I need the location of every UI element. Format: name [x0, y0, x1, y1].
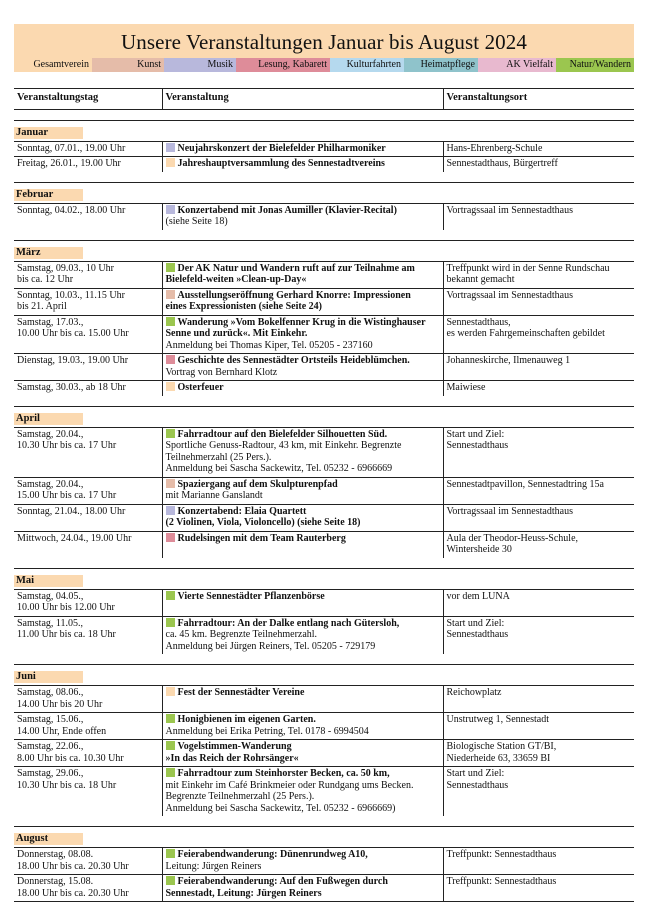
event-location-line: Sennestadthaus: [446, 440, 509, 451]
event-text: Fahrradtour auf den Bielefelder Silhouetten Süd.: [177, 428, 388, 440]
event-location-line: Wintersheide 30: [446, 544, 512, 555]
event-text: Vogelstimmen-Wanderung: [177, 741, 292, 752]
table-row: [14, 713, 634, 740]
event-location-line: vor dem LUNA: [446, 590, 510, 602]
event-text: mit Einkehr im Café Brinkmeier oder Rundgang ums Becken.: [165, 779, 414, 791]
event-day-cell: [14, 315, 162, 354]
column-header-day: Veranstaltungstag: [14, 89, 162, 110]
event-location-cell: [443, 381, 634, 396]
table-row: [14, 315, 634, 354]
event-location-line: Biologische Station GT/BI,: [446, 741, 557, 752]
event-text-line: [166, 753, 440, 765]
event-day-line: 10.30 Uhr bis ca. 17 Uhr: [17, 440, 117, 451]
event-text: Fahrradtour: An der Dalke entlang nach Gütersloh,: [177, 617, 400, 629]
event-location-cell: [443, 686, 634, 713]
month-label: Mai: [14, 575, 83, 587]
event-day-cell: [14, 261, 162, 288]
event-day-line: Freitag, 26.01., 19.00 Uhr: [17, 158, 121, 169]
event-location-cell: [443, 713, 634, 740]
category-legend: [14, 58, 634, 72]
month-cell: [14, 182, 634, 203]
category-swatch: [166, 506, 175, 515]
table-row: [14, 740, 634, 767]
event-day-line: 18.00 Uhr bis ca. 20.30 Uhr: [17, 860, 129, 872]
category-swatch: [166, 382, 175, 391]
event-text: Honigbienen im eigenen Garten.: [177, 714, 316, 725]
event-location-line: Vortragssaal im Sennestadthaus: [446, 289, 573, 301]
spacer-cell: [14, 816, 634, 827]
event-location-line: Johanneskirche, Ilmenauweg 1: [446, 355, 571, 366]
event-text-line: [166, 490, 440, 502]
table-row: [14, 767, 634, 817]
category-swatch: [166, 876, 175, 885]
event-location-cell: [443, 157, 634, 172]
event-day-line: Samstag, 30.03., ab 18 Uhr: [17, 382, 126, 393]
table-row: [14, 477, 634, 504]
spacer-cell: [14, 230, 634, 241]
event-location-cell: [443, 589, 634, 616]
event-text: Begrenzte Teilnehmerzahl (25 Pers.).: [165, 791, 315, 802]
event-day-line: Samstag, 15.06.,: [17, 714, 84, 725]
column-header-event: Veranstaltung: [162, 89, 443, 110]
event-day-line: Dienstag, 19.03., 19.00 Uhr: [17, 355, 129, 366]
event-day-line: Sonntag, 21.04., 18.00 Uhr: [17, 505, 126, 517]
event-location-cell: [443, 848, 634, 875]
event-cell: [162, 686, 443, 713]
category-swatch: [166, 479, 175, 488]
event-text-line: [166, 479, 440, 491]
event-text-line: [166, 158, 440, 170]
category-swatch: [166, 355, 175, 364]
event-day-cell: [14, 288, 162, 315]
event-day-line: Samstag, 09.03., 10 Uhr: [17, 262, 114, 274]
event-text: Senne und zurück«. Mit Einkehr.: [165, 328, 308, 339]
month-cell: [14, 568, 634, 589]
event-day-cell: [14, 531, 162, 558]
event-text: Fahrradtour zum Steinhorster Becken, ca. 50 km,: [177, 768, 390, 779]
event-day-line: Sonntag, 10.03., 11.15 Uhr: [17, 289, 125, 301]
event-cell: [162, 875, 443, 902]
event-location-line: Start und Ziel:: [446, 768, 505, 779]
event-day-line: Sonntag, 04.02., 18.00 Uhr: [17, 204, 126, 216]
event-day-cell: [14, 141, 162, 157]
event-cell: [162, 713, 443, 740]
event-text-line: [166, 340, 440, 352]
event-day-cell: [14, 767, 162, 817]
event-cell: [162, 767, 443, 817]
month-row: [14, 406, 634, 427]
event-text: Sportliche Genuss-Radtour, 43 km, mit Einkehr. Begrenzte: [165, 440, 402, 451]
event-day-cell: [14, 848, 162, 875]
event-text-line: [166, 440, 440, 452]
event-location-cell: [443, 531, 634, 558]
event-text-line: [166, 888, 440, 900]
event-day-line: 14.00 Uhr bis 20 Uhr: [17, 698, 103, 710]
event-text: mit Marianne Ganslandt: [165, 490, 263, 501]
event-cell: [162, 616, 443, 654]
event-text: Wanderung »Vom Bokelfenner Krug in die Wistinghauser: [177, 316, 426, 328]
event-text: Feierabendwanderung: Dünenrundweg A10,: [177, 849, 368, 860]
event-location-line: Treffpunkt wird in der Senne Rundschau: [446, 262, 610, 274]
event-day-line: 11.00 Uhr bis ca. 18 Uhr: [17, 629, 116, 640]
table-row: [14, 203, 634, 230]
event-cell: [162, 261, 443, 288]
event-day-line: Samstag, 20.04.,: [17, 478, 84, 490]
event-day-line: Samstag, 22.06.,: [17, 741, 84, 752]
month-label: März: [14, 247, 83, 259]
event-location-line: Treffpunkt: Sennestadthaus: [446, 849, 557, 860]
event-location-cell: [443, 504, 634, 531]
category-swatch: [166, 687, 175, 696]
event-location-line: Hans-Ehrenberg-Schule: [446, 142, 543, 154]
page-title: Unsere Veranstaltungen Januar bis August 2024: [121, 30, 527, 54]
event-text: eines Expressionisten (siehe Seite 24): [165, 301, 322, 312]
event-text: Teilnehmerzahl (25 Pers.).: [165, 451, 272, 463]
event-text: (siehe Seite 18): [165, 216, 228, 227]
event-location-cell: [443, 354, 634, 381]
event-text-line: [166, 290, 440, 302]
event-location-line: Unstrutweg 1, Sennestadt: [446, 714, 549, 725]
category-swatch: [166, 317, 175, 326]
event-location-line: Sennestadthaus: [446, 779, 509, 791]
event-day-line: Mittwoch, 24.04., 19.00 Uhr: [17, 532, 132, 544]
event-cell: [162, 848, 443, 875]
events-table: [14, 88, 634, 902]
event-location-line: Start und Ziel:: [446, 617, 505, 629]
event-cell: [162, 477, 443, 504]
month-label: August: [14, 833, 83, 845]
event-location-line: es werden Fahrgemeinschaften gebildet: [446, 328, 605, 339]
event-day-line: 8.00 Uhr bis ca. 10.30 Uhr: [17, 752, 124, 764]
event-location-line: Sennestadtpavillon, Sennestadtring 15a: [446, 478, 604, 490]
event-text-line: [166, 205, 440, 217]
table-row: [14, 875, 634, 902]
header-banner: [14, 24, 634, 72]
event-day-line: Donnerstag, 08.08.: [17, 849, 94, 860]
event-text-line: [166, 876, 440, 888]
event-cell: [162, 354, 443, 381]
event-cell: [162, 589, 443, 616]
event-text: (2 Violinen, Viola, Violoncello) (siehe Seite 18): [165, 517, 361, 528]
event-location-line: Maiwiese: [446, 382, 486, 393]
event-text-line: [166, 382, 440, 394]
month-spacer: [14, 230, 634, 241]
month-row: [14, 240, 634, 261]
event-location-cell: [443, 203, 634, 230]
month-cell: [14, 827, 634, 848]
month-spacer: [14, 396, 634, 407]
event-day-cell: [14, 504, 162, 531]
month-row: [14, 665, 634, 686]
event-day-line: 15.00 Uhr bis ca. 17 Uhr: [17, 490, 117, 501]
event-text-line: [166, 861, 440, 873]
month-spacer: [14, 109, 634, 120]
event-day-cell: [14, 477, 162, 504]
event-text: Anmeldung bei Jürgen Reiners, Tel. 05205 - 729179: [165, 640, 376, 652]
table-row: [14, 589, 634, 616]
legend-item-gesamtverein: Gesamtverein: [14, 58, 92, 72]
event-text-line: [166, 517, 440, 529]
month-label: Juni: [14, 671, 83, 683]
event-location-line: Start und Ziel:: [446, 428, 505, 440]
event-day-line: Samstag, 17.03.,: [17, 316, 84, 328]
month-spacer: [14, 654, 634, 665]
event-text-line: [166, 367, 440, 379]
event-location-cell: [443, 740, 634, 767]
table-row: [14, 288, 634, 315]
event-location-line: Treffpunkt: Sennestadthaus: [446, 876, 557, 887]
event-day-cell: [14, 589, 162, 616]
event-day-cell: [14, 713, 162, 740]
event-text-line: [166, 263, 440, 275]
event-text-line: [166, 274, 440, 286]
category-swatch: [166, 143, 175, 152]
event-location-cell: [443, 315, 634, 354]
month-cell: [14, 406, 634, 427]
events-body: [14, 109, 634, 902]
spacer-cell: [14, 109, 634, 120]
event-text: ca. 45 km. Begrenzte Teilnehmerzahl.: [165, 629, 318, 640]
event-text-line: [166, 629, 440, 641]
event-text: Anmeldung bei Thomas Kiper, Tel. 05205 - 237160: [165, 339, 373, 351]
legend-item-kulturfahrten: Kulturfahrten: [330, 58, 404, 72]
event-day-line: bis ca. 12 Uhr: [17, 274, 74, 285]
category-swatch: [166, 741, 175, 750]
event-text-line: [166, 328, 440, 340]
event-text-line: [166, 143, 440, 155]
event-text: Bielefeld-weiten »Clean-up-Day«: [165, 274, 307, 285]
table-row: [14, 616, 634, 654]
event-day-cell: [14, 203, 162, 230]
event-text-line: [166, 355, 440, 367]
month-row: [14, 182, 634, 203]
event-day-line: bis 21. April: [17, 301, 67, 312]
event-day-cell: [14, 616, 162, 654]
event-location-cell: [443, 427, 634, 477]
event-cell: [162, 157, 443, 172]
table-row: [14, 531, 634, 558]
category-swatch: [166, 591, 175, 600]
event-text: »In das Reich der Rohrsänger«: [165, 752, 299, 764]
event-day-line: 10.00 Uhr bis 12.00 Uhr: [17, 602, 115, 613]
event-location-cell: [443, 477, 634, 504]
event-day-cell: [14, 157, 162, 172]
event-text: Konzertabend mit Jonas Aumiller (Klavier-Recital): [177, 204, 397, 216]
event-text-line: [166, 803, 440, 815]
event-day-line: 18.00 Uhr bis ca. 20.30 Uhr: [17, 887, 129, 899]
event-text: Ausstellungseröffnung Gerhard Knorre: Impressionen: [177, 289, 411, 301]
event-text-line: [166, 687, 440, 699]
event-location-line: bekannt gemacht: [446, 274, 515, 285]
event-text: Fest der Sennestädter Vereine: [177, 687, 305, 698]
table-row: [14, 141, 634, 157]
event-cell: [162, 315, 443, 354]
event-text-line: [166, 591, 440, 603]
category-swatch: [166, 768, 175, 777]
event-location-line: Sennestadthaus: [446, 629, 509, 640]
event-text: Sennestadt, Leitung: Jürgen Reiners: [165, 887, 322, 899]
event-day-cell: [14, 381, 162, 396]
event-text-line: [166, 768, 440, 780]
month-row: [14, 827, 634, 848]
event-text: Vortrag von Bernhard Klotz: [165, 366, 278, 378]
event-location-cell: [443, 288, 634, 315]
category-swatch: [166, 533, 175, 542]
event-text-line: [166, 849, 440, 861]
event-cell: [162, 740, 443, 767]
event-day-cell: [14, 427, 162, 477]
month-row: [14, 568, 634, 589]
month-cell: [14, 120, 634, 141]
event-text: Vierte Sennestädter Pflanzenbörse: [177, 590, 325, 602]
event-location-line: Sennestadthaus, Bürgertreff: [446, 158, 558, 169]
event-location-cell: [443, 767, 634, 817]
event-location-line: Sennestadthaus,: [446, 316, 511, 328]
event-day-line: Donnerstag, 15.08.: [17, 876, 94, 887]
event-text: Feierabendwanderung: Auf den Fußwegen durch: [177, 876, 388, 887]
month-spacer: [14, 172, 634, 183]
table-row: [14, 504, 634, 531]
event-text-line: [166, 429, 440, 441]
category-swatch: [166, 205, 175, 214]
event-day-line: Samstag, 29.06.,: [17, 768, 84, 779]
event-day-line: Samstag, 20.04.,: [17, 428, 84, 440]
category-swatch: [166, 263, 175, 272]
event-text: Rudelsingen mit dem Team Rauterberg: [177, 532, 346, 544]
event-location-line: Vortragssaal im Sennestadthaus: [446, 204, 573, 216]
event-cell: [162, 203, 443, 230]
month-spacer: [14, 558, 634, 569]
event-cell: [162, 427, 443, 477]
event-text-line: [166, 533, 440, 545]
event-text-line: [166, 301, 440, 313]
event-cell: [162, 531, 443, 558]
event-text: Anmeldung bei Erika Petring, Tel. 0178 - 6994504: [165, 725, 369, 737]
legend-item-ak_vielfalt: AK Vielfalt: [478, 58, 556, 72]
event-text: Osterfeuer: [177, 382, 224, 393]
event-text: Konzertabend: Elaia Quartett: [177, 505, 307, 517]
event-text-line: [166, 714, 440, 726]
category-swatch: [166, 429, 175, 438]
event-cell: [162, 504, 443, 531]
table-row: [14, 848, 634, 875]
event-day-line: 10.00 Uhr bis ca. 15.00 Uhr: [17, 328, 129, 339]
month-cell: [14, 240, 634, 261]
event-cell: [162, 381, 443, 396]
event-text-line: [166, 618, 440, 630]
event-day-line: Samstag, 04.05.,: [17, 590, 84, 602]
event-location-cell: [443, 875, 634, 902]
month-label: Februar: [14, 189, 83, 201]
month-row: [14, 120, 634, 141]
event-day-cell: [14, 740, 162, 767]
category-swatch: [166, 618, 175, 627]
event-text-line: [166, 741, 440, 753]
event-location-line: Aula der Theodor-Heuss-Schule,: [446, 532, 579, 544]
legend-item-heimatpflege: Heimatpflege: [404, 58, 478, 72]
month-spacer: [14, 816, 634, 827]
event-location-line: Reichowplatz: [446, 687, 502, 698]
event-text: Geschichte des Sennestädter Ortsteils Heideblümchen.: [177, 355, 410, 366]
event-text-line: [166, 452, 440, 464]
spacer-cell: [14, 654, 634, 665]
event-day-cell: [14, 686, 162, 713]
event-text: Spaziergang auf dem Skulpturenpfad: [177, 478, 338, 490]
legend-item-lesung: Lesung, Kabarett: [236, 58, 330, 72]
event-text-line: [166, 641, 440, 653]
table-row: [14, 157, 634, 172]
table-row: [14, 381, 634, 396]
month-label: April: [14, 413, 83, 425]
event-text: Anmeldung bei Sascha Sackewitz, Tel. 05232 - 6966669): [165, 802, 396, 814]
legend-item-musik: Musik: [164, 58, 236, 72]
event-text-line: [166, 780, 440, 792]
event-text: Neujahrskonzert der Bielefelder Philharmoniker: [177, 142, 386, 154]
event-text-line: [166, 726, 440, 738]
event-day-line: Samstag, 08.06.,: [17, 687, 84, 698]
table-row: [14, 354, 634, 381]
event-location-line: Niederheide 63, 33659 BI: [446, 752, 551, 764]
event-day-line: 10.30 Uhr bis ca. 18 Uhr: [17, 779, 117, 791]
event-text-line: [166, 506, 440, 518]
month-label: Januar: [14, 127, 83, 139]
legend-item-kunst: Kunst: [92, 58, 164, 72]
spacer-cell: [14, 396, 634, 407]
spacer-cell: [14, 172, 634, 183]
table-row: [14, 686, 634, 713]
event-day-line: Samstag, 11.05.,: [17, 617, 84, 629]
event-text: Leitung: Jürgen Reiners: [165, 860, 262, 872]
month-cell: [14, 665, 634, 686]
table-row: [14, 427, 634, 477]
event-text-line: [166, 317, 440, 329]
event-day-cell: [14, 354, 162, 381]
event-day-cell: [14, 875, 162, 902]
spacer-cell: [14, 558, 634, 569]
event-cell: [162, 288, 443, 315]
category-swatch: [166, 158, 175, 167]
column-header-location: Veranstaltungsort: [443, 89, 634, 110]
event-day-line: 14.00 Uhr, Ende offen: [17, 725, 107, 737]
category-swatch: [166, 849, 175, 858]
event-cell: [162, 141, 443, 157]
event-text-line: [166, 216, 440, 228]
event-location-cell: [443, 616, 634, 654]
legend-item-natur: Natur/Wandern: [556, 58, 634, 72]
event-text-line: [166, 791, 440, 803]
category-swatch: [166, 290, 175, 299]
category-swatch: [166, 714, 175, 723]
event-text: Anmeldung bei Sascha Sackewitz, Tel. 05232 - 6966669: [165, 463, 393, 474]
table-row: [14, 261, 634, 288]
table-header-row: [14, 89, 634, 110]
event-text: Der AK Natur und Wandern ruft auf zur Teilnahme am: [177, 262, 415, 274]
event-location-cell: [443, 141, 634, 157]
event-text-line: [166, 463, 440, 475]
event-text: Jahreshauptversammlung des Sennestadtvereins: [177, 158, 385, 169]
event-day-line: Sonntag, 07.01., 19.00 Uhr: [17, 142, 126, 154]
event-location-cell: [443, 261, 634, 288]
event-location-line: Vortragssaal im Sennestadthaus: [446, 505, 573, 517]
